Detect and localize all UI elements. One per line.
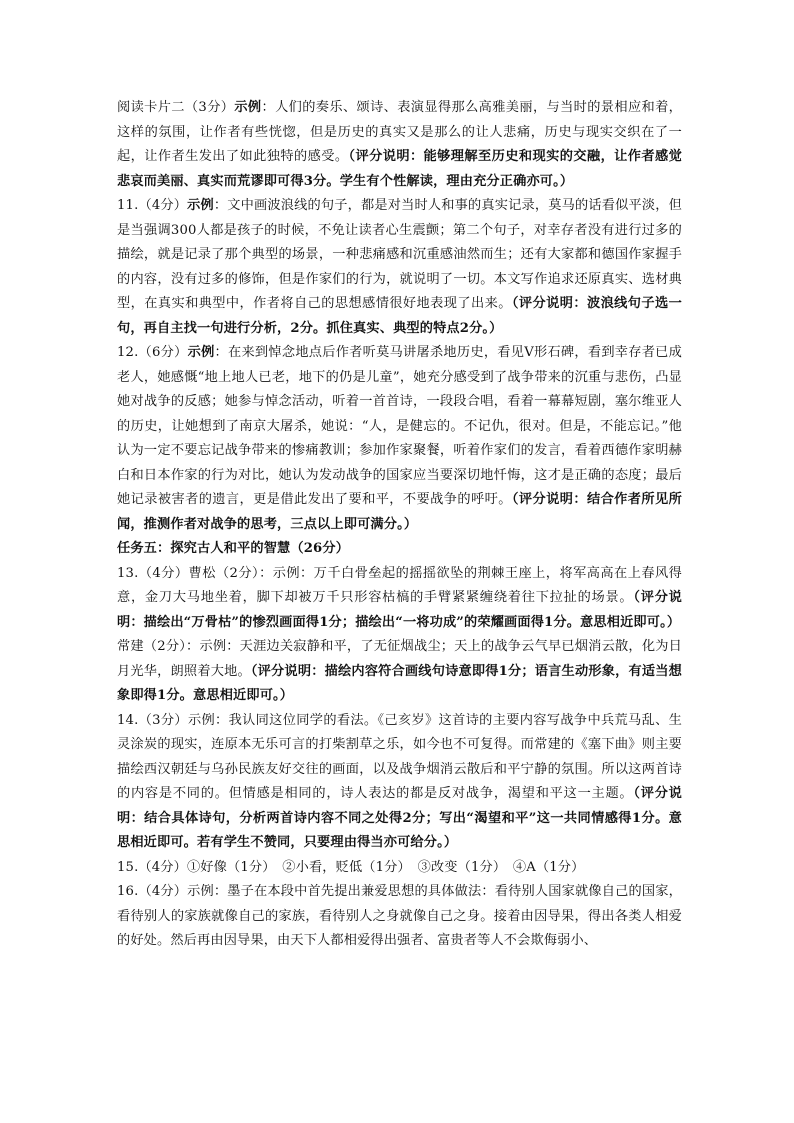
answer-12-segment: ：在来到悼念地点后作者听莫马讲屠杀地历史，看见V形石碑，看到幸存者已成老人，她感慨“地上地人已老，地下的仍是儿童”，她充分感受到了战争带来的沉重与悲伤，凸显她对战争的反感；她参与悼念活动，听着一首首诗，一段段合唱，看着一幕幕短剧，塞尔维亚人的历史，让她想到了南京大屠杀，她说：“人，是健忘的。不记仇，很对。但是，不能忘记。”他认为一定不要忘记战争带来的惨痛教训；参加作家聚餐，听着作家们的发言，看着西德作家明赫白和日本作家的行为对比，她认为发动战争的国家应当要深切地忏悔，这才是正确的态度；最后她记录被害者的遗言，更是借此发出了要和平，不要战争的呼吁。 — [117, 345, 682, 507]
task-five-heading — [117, 537, 682, 562]
reading-card-two — [117, 96, 682, 194]
answer-13-caosong-segment: 13.（4分）曹松（2分）：示例：万千白骨垒起的摇摇欲坠的荆棘王座上，将军高高在上春风得意，金刀大马地坐着，脚下却被万千只形容枯槁的手臂紧紧缠绕着往下拉扯的场景。 — [117, 565, 682, 605]
answer-16-segment: 16.（4分）示例：墨子在本段中首先提出兼爱思想的具体做法：看待别人国家就像自己的国家，看待别人的家族就像自己的家族，看待别人之身就像自己之身。接着由因导果，得出各类人相爱的好处。然后再由因导果，由天下人都相爱得出强者、富贵者等人不会欺侮弱小、 — [117, 884, 682, 948]
answer-11 — [117, 194, 682, 341]
reading-card-two-segment: （评分说明：能够理解至历史和现实的交融，让作者感觉悲哀而美丽、真实而荒谬即可得3分。学生有个性解读，理由充分正确亦可。） — [117, 149, 682, 189]
answer-15 — [117, 856, 682, 881]
answer-11-segment: （评分说明：波浪线句子选一句，再自主找一句进行分析，2分。抓住真实、典型的特点2分。） — [117, 296, 682, 336]
answer-13-caosong — [117, 562, 682, 636]
answer-12-segment: 示例 — [187, 345, 215, 360]
answer-12-segment: （评分说明：结合作者所见所闻，推测作者对战争的思考，三点以上即可满分。） — [117, 492, 682, 532]
answer-12 — [117, 341, 682, 537]
answer-14-segment: 14.（3分）示例：我认同这位同学的看法。《己亥岁》这首诗的主要内容写战争中兵荒马乱、生灵涂炭的现实，连原本无乐可言的打柴割草之乐，如今也不可复得。而常建的《塞下曲》则主要描绘西汉朝廷与乌孙民族友好交往的画面，以及战争烟消云散后和平宁静的氛围。所以这两首诗的内容是不同的。但情感是相同的，诗人表达的都是反对战争，渴望和平这一主题。 — [117, 712, 682, 801]
answer-13-changjian — [117, 635, 682, 709]
reading-card-two-segment: ：人们的奏乐、颂诗、表演显得那么高雅美丽，与当时的景相应和着，这样的氛围，让作者有些恍惚，但是历史的真实又是那么的让人悲痛，历史与现实交织在了一起，让作者生发出了如此独特的感受。 — [117, 100, 682, 164]
answer-11-segment: 示例 — [187, 198, 214, 213]
answer-15-segment: 15.（4分）①好像（1分） ②小看，贬低（1分） ③改变（1分） ④A（1分） — [117, 859, 585, 875]
answer-13-caosong-segment: （评分说明：描绘出“万骨枯”的惨烈画面得1分；描绘出“一将功成”的荣耀画面得1分。意思相近即可。） — [117, 590, 683, 630]
reading-card-two-segment: 阅读卡片二（3分） — [117, 100, 235, 115]
answer-13-changjian-segment: 常建（2分）：示例：天涯边关寂静和平，了无征烟战尘；天上的战争云气早已烟消云散，化为日月光华，朗照着大地。 — [117, 639, 682, 679]
answer-12-segment: 12.（6分） — [117, 345, 188, 360]
answer-16 — [117, 880, 682, 954]
answer-11-segment: 11.（4分） — [117, 198, 188, 213]
answer-14 — [117, 709, 682, 856]
answer-14-segment: （评分说明：结合具体诗句，分析两首诗内容不同之处得2分；写出“渴望和平”这一共同情感得1分。意思相近即可。若有学生不赞同，只要理由得当亦可给分。） — [117, 786, 683, 850]
answer-11-segment: ：文中画波浪线的句子，都是对当时人和事的真实记录，莫马的话看似平淡，但是当强调300人都是孩子的时候，不免让读者心生震颤；第二个句子，对幸存者没有进行过多的描绘，就是记录了那个典型的场景，一种悲痛感和沉重感油然而生；还有大家都和德国作家握手的内容，没有过多的修饰，但是作家们的行为，就说明了一切。本文写作追求还原真实、选材典型，在真实和典型中，作者将自己的思想感情很好地表现了出来。 — [117, 198, 682, 311]
reading-card-two-segment: 示例 — [234, 100, 262, 115]
task-five-heading-segment: 任务五：探究古人和平的智慧（26分） — [117, 541, 350, 556]
answer-13-changjian-segment: （评分说明：描绘内容符合画线句诗意即得1分；语言生动形象，有适当想象即得1分。意思相近即可。） — [117, 663, 682, 703]
